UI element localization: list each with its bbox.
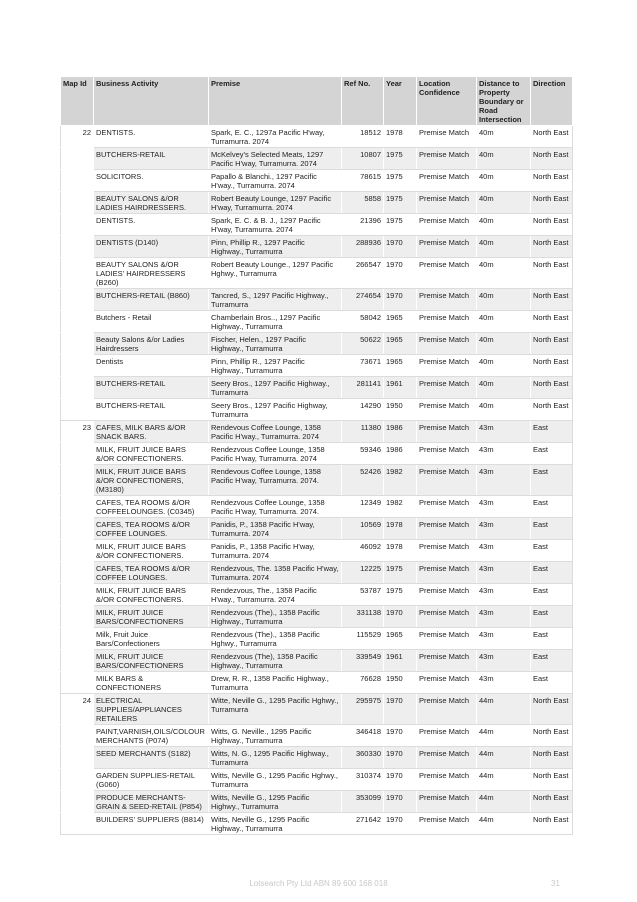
- cell-business-activity: MILK, FRUIT JUICE BARS &/OR CONFECTIONERS, (M3180): [94, 465, 209, 496]
- cell-ref-no: 11380: [342, 421, 384, 443]
- cell-year: 1965: [384, 628, 417, 650]
- cell-ref-no: 46092: [342, 540, 384, 562]
- cell-ref-no: 5858: [342, 192, 384, 214]
- cell-premise: Rendezvous, The. 1358 Pacific H'way, Turramurra. 2074: [209, 562, 342, 584]
- cell-location-confidence: Premise Match: [417, 791, 477, 813]
- cell-direction: North East: [531, 769, 573, 791]
- cell-map-id: [61, 443, 94, 465]
- cell-premise: Papallo & Blanchi., 1297 Pacific H'way., Turramurra. 2074: [209, 170, 342, 192]
- cell-direction: East: [531, 540, 573, 562]
- cell-distance: 43m: [477, 496, 531, 518]
- cell-year: 1950: [384, 399, 417, 421]
- cell-distance: 43m: [477, 628, 531, 650]
- cell-year: 1975: [384, 584, 417, 606]
- cell-location-confidence: Premise Match: [417, 214, 477, 236]
- cell-direction: North East: [531, 333, 573, 355]
- cell-distance: 43m: [477, 540, 531, 562]
- cell-premise: Spark, E. C. & B. J., 1297 Pacific H'way, Turramurra. 2074: [209, 214, 342, 236]
- cell-business-activity: BUTCHERS-RETAIL: [94, 148, 209, 170]
- cell-map-id: [61, 399, 94, 421]
- cell-map-id: [61, 540, 94, 562]
- cell-distance: 40m: [477, 192, 531, 214]
- cell-location-confidence: Premise Match: [417, 813, 477, 835]
- cell-ref-no: 331138: [342, 606, 384, 628]
- cell-ref-no: 73671: [342, 355, 384, 377]
- cell-location-confidence: Premise Match: [417, 289, 477, 311]
- cell-ref-no: 52426: [342, 465, 384, 496]
- cell-direction: East: [531, 650, 573, 672]
- table-row: [61, 443, 573, 465]
- table-row: [61, 650, 573, 672]
- cell-ref-no: 360330: [342, 747, 384, 769]
- cell-premise: Witts, Neville G., 1295 Pacific Highwy., Turramurra: [209, 791, 342, 813]
- cell-distance: 43m: [477, 672, 531, 694]
- cell-map-id: [61, 650, 94, 672]
- cell-business-activity: Dentists: [94, 355, 209, 377]
- cell-business-activity: BUTCHERS-RETAIL: [94, 377, 209, 399]
- cell-business-activity: MILK, FRUIT JUICE BARS &/OR CONFECTIONERS.: [94, 540, 209, 562]
- cell-year: 1970: [384, 694, 417, 725]
- cell-direction: East: [531, 465, 573, 496]
- cell-year: 1950: [384, 672, 417, 694]
- records-table: [60, 76, 573, 835]
- cell-year: 1975: [384, 214, 417, 236]
- cell-direction: North East: [531, 399, 573, 421]
- cell-business-activity: MILK, FRUIT JUICE BARS/CONFECTIONERS: [94, 606, 209, 628]
- cell-distance: 43m: [477, 650, 531, 672]
- cell-business-activity: MILK BARS & CONFECTIONERS: [94, 672, 209, 694]
- table-row: [61, 672, 573, 694]
- cell-distance: 40m: [477, 214, 531, 236]
- cell-business-activity: DENTISTS (D140): [94, 236, 209, 258]
- cell-ref-no: 12225: [342, 562, 384, 584]
- cell-year: 1965: [384, 355, 417, 377]
- cell-distance: 43m: [477, 465, 531, 496]
- cell-premise: Rendezvous (The), 1358 Pacific Highway., Turramurra: [209, 650, 342, 672]
- cell-premise: Rendezvous Coffee Lounge, 1358 Pacific H'way, Turramurra. 2074: [209, 443, 342, 465]
- cell-premise: Panidis, P., 1358 Pacific H'way, Turramurra. 2074: [209, 518, 342, 540]
- cell-ref-no: 14290: [342, 399, 384, 421]
- cell-location-confidence: Premise Match: [417, 170, 477, 192]
- cell-business-activity: MILK, FRUIT JUICE BARS &/OR CONFECTIONERS.: [94, 443, 209, 465]
- cell-business-activity: Beauty Salons &/or Ladies Hairdressers: [94, 333, 209, 355]
- cell-location-confidence: Premise Match: [417, 747, 477, 769]
- cell-map-id: [61, 813, 94, 835]
- cell-premise: Spark, E. C., 1297a Pacific H'way, Turramurra. 2074: [209, 126, 342, 148]
- cell-direction: North East: [531, 311, 573, 333]
- table-body: [61, 126, 573, 835]
- cell-business-activity: SOLICITORS.: [94, 170, 209, 192]
- cell-map-id: [61, 747, 94, 769]
- table-row: [61, 311, 573, 333]
- cell-map-id: [61, 377, 94, 399]
- cell-distance: 40m: [477, 333, 531, 355]
- cell-map-id: [61, 214, 94, 236]
- cell-premise: Witts, N. G., 1295 Pacific Highway., Turramurra: [209, 747, 342, 769]
- cell-distance: 44m: [477, 725, 531, 747]
- cell-map-id: [61, 170, 94, 192]
- cell-ref-no: 78615: [342, 170, 384, 192]
- cell-direction: North East: [531, 258, 573, 289]
- cell-location-confidence: Premise Match: [417, 421, 477, 443]
- cell-year: 1975: [384, 170, 417, 192]
- table-row: [61, 518, 573, 540]
- cell-year: 1961: [384, 377, 417, 399]
- cell-year: 1970: [384, 236, 417, 258]
- cell-direction: East: [531, 672, 573, 694]
- cell-map-id: [61, 628, 94, 650]
- cell-ref-no: 274654: [342, 289, 384, 311]
- cell-premise: Witts, Neville G., 1295 Pacific Highway., Turramurra: [209, 813, 342, 835]
- cell-distance: 40m: [477, 148, 531, 170]
- cell-map-id: [61, 465, 94, 496]
- cell-map-id: [61, 791, 94, 813]
- header-distance: Distance to Property Boundary or Road Intersection: [477, 77, 531, 126]
- cell-premise: Rendevous Coffee Lounge, 1358 Pacific H'way., Turramurra. 2074: [209, 421, 342, 443]
- cell-premise: Rendevous Coffee Lounge, 1358 Pacific H'way, Turramurra. 2074.: [209, 465, 342, 496]
- cell-year: 1970: [384, 606, 417, 628]
- cell-premise: Fischer, Helen., 1297 Pacific Highway., Turramurra: [209, 333, 342, 355]
- table-row: [61, 562, 573, 584]
- cell-location-confidence: Premise Match: [417, 769, 477, 791]
- header-premise: Premise: [209, 77, 342, 126]
- table-row: [61, 258, 573, 289]
- cell-ref-no: 346418: [342, 725, 384, 747]
- cell-year: 1986: [384, 421, 417, 443]
- cell-year: 1986: [384, 443, 417, 465]
- cell-location-confidence: Premise Match: [417, 192, 477, 214]
- cell-location-confidence: Premise Match: [417, 148, 477, 170]
- cell-ref-no: 266547: [342, 258, 384, 289]
- cell-map-id: 24: [61, 694, 94, 725]
- cell-year: 1978: [384, 126, 417, 148]
- cell-map-id: [61, 606, 94, 628]
- cell-business-activity: CAFES, TEA ROOMS &/OR COFFEE LOUNGES.: [94, 518, 209, 540]
- cell-business-activity: BEAUTY SALONS &/OR LADIES' HAIRDRESSERS (B260): [94, 258, 209, 289]
- cell-distance: 43m: [477, 421, 531, 443]
- cell-premise: Rendezvous (The)., 1358 Pacific Highway., Turramurra: [209, 606, 342, 628]
- table-row: [61, 355, 573, 377]
- cell-premise: Seery Bros., 1297 Pacific Highway., Turramurra: [209, 377, 342, 399]
- cell-business-activity: DENTISTS.: [94, 214, 209, 236]
- cell-premise: Tancred, S., 1297 Pacific Highway., Turramurra: [209, 289, 342, 311]
- cell-location-confidence: Premise Match: [417, 333, 477, 355]
- cell-year: 1978: [384, 518, 417, 540]
- header-location-confidence: Location Confidence: [417, 77, 477, 126]
- cell-business-activity: BUTCHERS-RETAIL: [94, 399, 209, 421]
- cell-business-activity: CAFES, TEA ROOMS &/OR COFFEE LOUNGES.: [94, 562, 209, 584]
- cell-year: 1970: [384, 769, 417, 791]
- cell-direction: North East: [531, 694, 573, 725]
- cell-map-id: [61, 192, 94, 214]
- cell-ref-no: 288936: [342, 236, 384, 258]
- table-row: [61, 606, 573, 628]
- table-row: [61, 694, 573, 725]
- cell-direction: East: [531, 628, 573, 650]
- cell-location-confidence: Premise Match: [417, 518, 477, 540]
- cell-premise: Robert Beauty Lounge., 1297 Pacific Hghwy., Turramurra: [209, 258, 342, 289]
- cell-direction: East: [531, 584, 573, 606]
- cell-location-confidence: Premise Match: [417, 562, 477, 584]
- header-direction: Direction: [531, 77, 573, 126]
- cell-premise: Robert Beauty Lounge, 1297 Pacific H'way, Turramurra. 2074: [209, 192, 342, 214]
- cell-location-confidence: Premise Match: [417, 465, 477, 496]
- cell-distance: 40m: [477, 377, 531, 399]
- cell-direction: North East: [531, 236, 573, 258]
- cell-direction: East: [531, 518, 573, 540]
- cell-premise: Pinn, Phillip R., 1297 Pacific Highway., Turramurra: [209, 236, 342, 258]
- cell-location-confidence: Premise Match: [417, 540, 477, 562]
- cell-year: 1970: [384, 813, 417, 835]
- footer-company: Lotsearch Pty Ltd ABN 89 600 168 018: [249, 879, 388, 888]
- cell-distance: 44m: [477, 694, 531, 725]
- cell-year: 1970: [384, 747, 417, 769]
- cell-premise: Rendezvous (The)., 1358 Pacific Hghwy., Turramurra: [209, 628, 342, 650]
- cell-location-confidence: Premise Match: [417, 672, 477, 694]
- cell-direction: North East: [531, 148, 573, 170]
- cell-map-id: [61, 496, 94, 518]
- cell-location-confidence: Premise Match: [417, 377, 477, 399]
- cell-year: 1978: [384, 540, 417, 562]
- cell-ref-no: 271642: [342, 813, 384, 835]
- cell-location-confidence: Premise Match: [417, 311, 477, 333]
- cell-year: 1970: [384, 289, 417, 311]
- cell-business-activity: DENTISTS.: [94, 126, 209, 148]
- table-row: [61, 725, 573, 747]
- cell-ref-no: 281141: [342, 377, 384, 399]
- cell-year: 1982: [384, 496, 417, 518]
- cell-map-id: [61, 148, 94, 170]
- cell-business-activity: Butchers - Retail: [94, 311, 209, 333]
- cell-map-id: [61, 584, 94, 606]
- cell-distance: 40m: [477, 170, 531, 192]
- cell-distance: 40m: [477, 236, 531, 258]
- cell-location-confidence: Premise Match: [417, 650, 477, 672]
- table-row: [61, 421, 573, 443]
- table-row: [61, 791, 573, 813]
- cell-map-id: [61, 236, 94, 258]
- table-row: [61, 496, 573, 518]
- cell-distance: 44m: [477, 769, 531, 791]
- cell-business-activity: ELECTRICAL SUPPLIES/APPLIANCES RETAILERS: [94, 694, 209, 725]
- cell-year: 1975: [384, 192, 417, 214]
- cell-direction: North East: [531, 747, 573, 769]
- cell-direction: North East: [531, 725, 573, 747]
- cell-map-id: [61, 333, 94, 355]
- cell-business-activity: PRODUCE MERCHANTS-GRAIN & SEED-RETAIL (P854): [94, 791, 209, 813]
- cell-premise: Rendezvous, The., 1358 Pacific H'way., Turramurra. 2074: [209, 584, 342, 606]
- cell-premise: Pinn, Phillip R., 1297 Pacific Highway., Turramurra: [209, 355, 342, 377]
- cell-location-confidence: Premise Match: [417, 355, 477, 377]
- table-row: [61, 628, 573, 650]
- table-row: [61, 236, 573, 258]
- cell-business-activity: PAINT,VARNISH,OILS/COLOUR MERCHANTS (P074): [94, 725, 209, 747]
- table-row: [61, 813, 573, 835]
- cell-map-id: [61, 562, 94, 584]
- cell-direction: North East: [531, 170, 573, 192]
- cell-business-activity: Milk, Fruit Juice Bars/Confectioners: [94, 628, 209, 650]
- cell-direction: East: [531, 421, 573, 443]
- cell-year: 1965: [384, 311, 417, 333]
- cell-business-activity: SEED MERCHANTS (S182): [94, 747, 209, 769]
- cell-map-id: [61, 725, 94, 747]
- cell-ref-no: 115529: [342, 628, 384, 650]
- cell-distance: 43m: [477, 518, 531, 540]
- table-row: [61, 148, 573, 170]
- cell-location-confidence: Premise Match: [417, 694, 477, 725]
- cell-location-confidence: Premise Match: [417, 628, 477, 650]
- cell-premise: Witts, Neville G., 1295 Pacific Hghwy., Turramurra: [209, 769, 342, 791]
- cell-location-confidence: Premise Match: [417, 584, 477, 606]
- page-number: 31: [551, 879, 560, 888]
- cell-business-activity: BUTCHERS-RETAIL (B860): [94, 289, 209, 311]
- header-year: Year: [384, 77, 417, 126]
- cell-distance: 44m: [477, 791, 531, 813]
- cell-direction: North East: [531, 791, 573, 813]
- cell-premise: McKelvey's Selected Meats, 1297 Pacific H'way, Turramurra. 2074: [209, 148, 342, 170]
- header-business-activity: Business Activity: [94, 77, 209, 126]
- cell-business-activity: CAFES, MILK BARS &/OR SNACK BARS.: [94, 421, 209, 443]
- cell-map-id: 22: [61, 126, 94, 148]
- cell-distance: 43m: [477, 584, 531, 606]
- table-row: [61, 126, 573, 148]
- cell-map-id: [61, 518, 94, 540]
- cell-ref-no: 21396: [342, 214, 384, 236]
- cell-direction: East: [531, 606, 573, 628]
- table-row: [61, 170, 573, 192]
- cell-ref-no: 18512: [342, 126, 384, 148]
- cell-distance: 43m: [477, 443, 531, 465]
- table-row: [61, 540, 573, 562]
- cell-map-id: [61, 769, 94, 791]
- header-map-id: Map Id: [61, 77, 94, 126]
- cell-year: 1982: [384, 465, 417, 496]
- cell-map-id: [61, 311, 94, 333]
- cell-distance: 43m: [477, 562, 531, 584]
- cell-location-confidence: Premise Match: [417, 258, 477, 289]
- cell-ref-no: 59346: [342, 443, 384, 465]
- table-header-row: [61, 77, 573, 126]
- cell-distance: 40m: [477, 258, 531, 289]
- cell-distance: 40m: [477, 399, 531, 421]
- header-ref-no: Ref No.: [342, 77, 384, 126]
- cell-premise: Seery Bros., 1297 Pacific Highway, Turramurra: [209, 399, 342, 421]
- cell-year: 1970: [384, 725, 417, 747]
- cell-premise: Rendezvous Coffee Lounge, 1358 Pacific H'way, Turramurra. 2074.: [209, 496, 342, 518]
- cell-distance: 44m: [477, 747, 531, 769]
- cell-distance: 40m: [477, 311, 531, 333]
- cell-premise: Drew, R. R., 1358 Pacific Highway., Turramurra: [209, 672, 342, 694]
- cell-business-activity: CAFES, TEA ROOMS &/OR COFFEELOUNGES. (C0345): [94, 496, 209, 518]
- cell-location-confidence: Premise Match: [417, 725, 477, 747]
- cell-year: 1965: [384, 333, 417, 355]
- cell-map-id: [61, 672, 94, 694]
- cell-direction: North East: [531, 355, 573, 377]
- cell-location-confidence: Premise Match: [417, 236, 477, 258]
- cell-direction: North East: [531, 377, 573, 399]
- cell-ref-no: 339549: [342, 650, 384, 672]
- cell-ref-no: 12349: [342, 496, 384, 518]
- cell-map-id: [61, 258, 94, 289]
- cell-direction: North East: [531, 126, 573, 148]
- cell-location-confidence: Premise Match: [417, 606, 477, 628]
- cell-distance: 40m: [477, 355, 531, 377]
- table-row: [61, 192, 573, 214]
- cell-direction: North East: [531, 289, 573, 311]
- cell-distance: 40m: [477, 289, 531, 311]
- cell-location-confidence: Premise Match: [417, 443, 477, 465]
- cell-location-confidence: Premise Match: [417, 399, 477, 421]
- cell-ref-no: 10569: [342, 518, 384, 540]
- cell-premise: Witts, G. Neville., 1295 Pacific Highway., Turramurra: [209, 725, 342, 747]
- table-row: [61, 465, 573, 496]
- table-row: [61, 747, 573, 769]
- cell-business-activity: GARDEN SUPPLIES-RETAIL (G060): [94, 769, 209, 791]
- cell-ref-no: 58042: [342, 311, 384, 333]
- cell-location-confidence: Premise Match: [417, 496, 477, 518]
- cell-direction: North East: [531, 813, 573, 835]
- cell-ref-no: 353099: [342, 791, 384, 813]
- table-row: [61, 214, 573, 236]
- cell-ref-no: 76628: [342, 672, 384, 694]
- cell-distance: 40m: [477, 126, 531, 148]
- cell-year: 1975: [384, 148, 417, 170]
- cell-direction: North East: [531, 192, 573, 214]
- cell-map-id: 23: [61, 421, 94, 443]
- cell-premise: Witte, Neville G., 1295 Pacific Hghwy., Turramurra: [209, 694, 342, 725]
- cell-business-activity: BEAUTY SALONS &/OR LADIES HAIRDRESSERS.: [94, 192, 209, 214]
- cell-premise: Chamberlain Bros.., 1297 Pacific Highway., Turramurra: [209, 311, 342, 333]
- table-row: [61, 399, 573, 421]
- cell-business-activity: BUILDERS' SUPPLIERS (B814): [94, 813, 209, 835]
- cell-distance: 43m: [477, 606, 531, 628]
- cell-distance: 44m: [477, 813, 531, 835]
- table-row: [61, 333, 573, 355]
- cell-ref-no: 10807: [342, 148, 384, 170]
- cell-year: 1961: [384, 650, 417, 672]
- table-row: [61, 769, 573, 791]
- cell-ref-no: 53787: [342, 584, 384, 606]
- cell-direction: East: [531, 562, 573, 584]
- cell-premise: Panidis, P., 1358 Pacific H'way, Turramurra. 2074: [209, 540, 342, 562]
- cell-direction: North East: [531, 214, 573, 236]
- cell-direction: East: [531, 443, 573, 465]
- cell-ref-no: 295975: [342, 694, 384, 725]
- cell-map-id: [61, 289, 94, 311]
- cell-year: 1970: [384, 791, 417, 813]
- cell-map-id: [61, 355, 94, 377]
- cell-business-activity: MILK, FRUIT JUICE BARS/CONFECTIONERS: [94, 650, 209, 672]
- cell-ref-no: 50622: [342, 333, 384, 355]
- cell-direction: East: [531, 496, 573, 518]
- table-row: [61, 584, 573, 606]
- cell-ref-no: 310374: [342, 769, 384, 791]
- table-row: [61, 377, 573, 399]
- cell-year: 1970: [384, 258, 417, 289]
- table-row: [61, 289, 573, 311]
- cell-year: 1975: [384, 562, 417, 584]
- cell-location-confidence: Premise Match: [417, 126, 477, 148]
- cell-business-activity: MILK, FRUIT JUICE BARS &/OR CONFECTIONERS.: [94, 584, 209, 606]
